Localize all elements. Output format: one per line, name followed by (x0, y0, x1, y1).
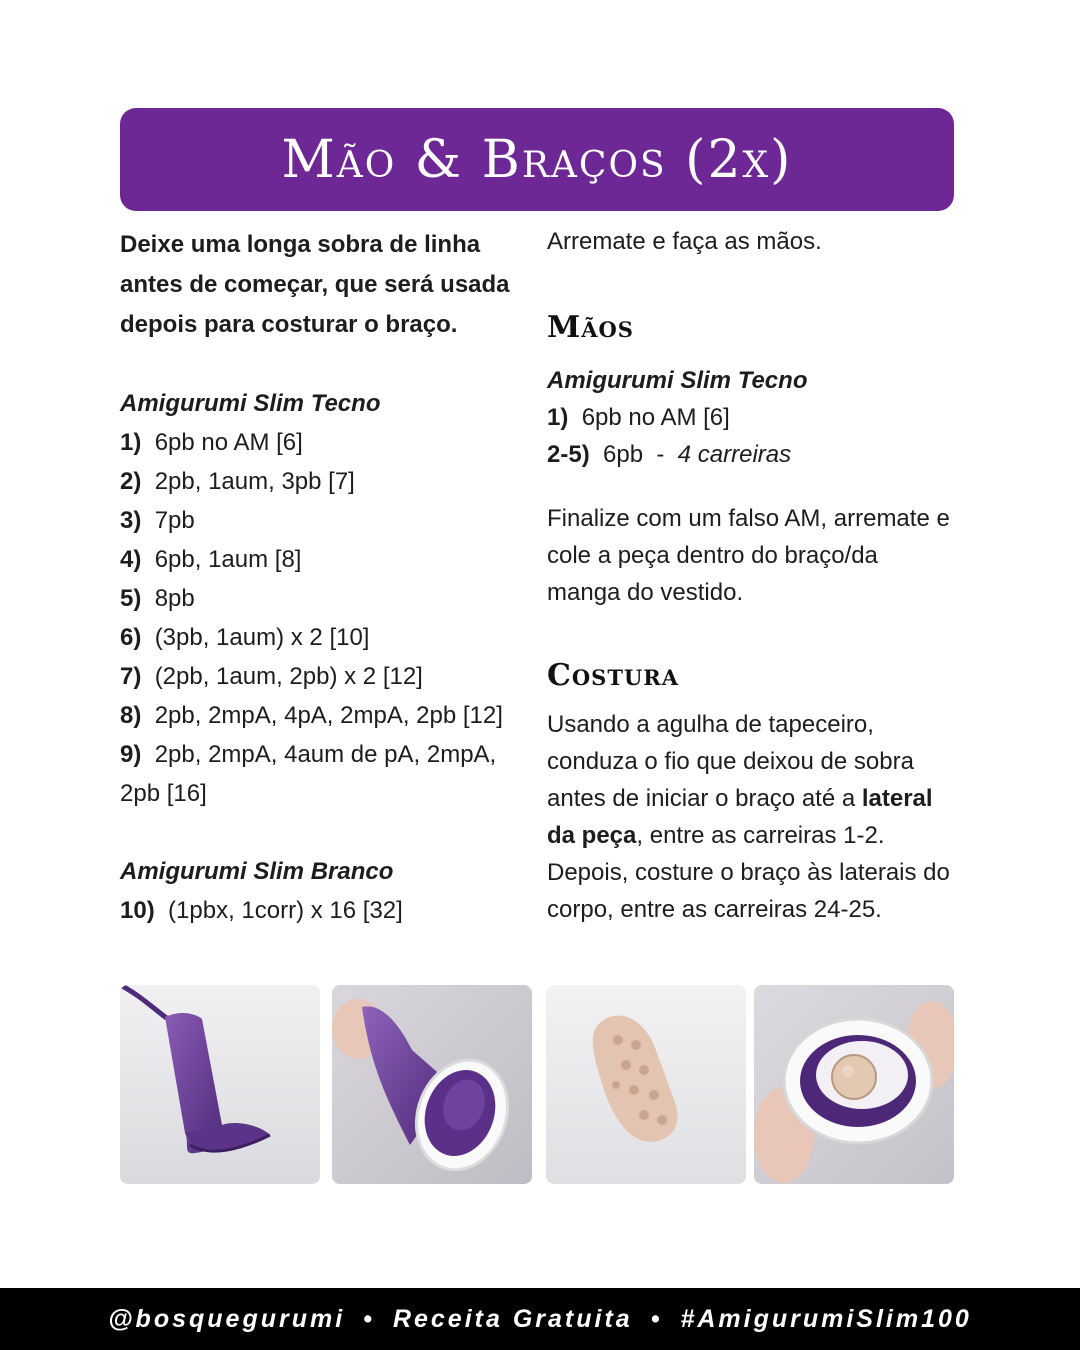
round-item (120, 891, 540, 930)
round-text: 2pb, 1aum, 3pb [7] (154, 468, 355, 495)
round-number: 8) (120, 702, 142, 729)
photo-strip (120, 985, 954, 1184)
costura-text-end: , entre as carreiras 1-2. Depois, costure o braço às laterais do corpo, entre as carreiras 24-25. (547, 822, 950, 923)
costura-text-bold: lateral da peça (547, 785, 933, 849)
crochet-arm-open-icon (332, 985, 532, 1184)
round-text: 2pb, 2mpA, 4pA, 2mpA, 2pb [12] (154, 702, 503, 729)
round-number: 1) (120, 429, 142, 456)
round-text: (2pb, 1aum, 2pb) x 2 [12] (154, 663, 423, 690)
section-title-maos: Mãos (547, 310, 634, 345)
section-title-costura: Costura (547, 658, 680, 693)
photo-arm-opening (332, 985, 532, 1184)
title-banner (120, 108, 954, 211)
footer-handle: @bosquegurumi (108, 1304, 346, 1333)
round-item (120, 540, 540, 579)
round-text: 7pb (154, 507, 195, 534)
round-number: 5) (120, 585, 142, 612)
round-number: 7) (120, 663, 142, 690)
spacer (120, 813, 540, 852)
right-column (547, 223, 957, 928)
round-number: 9) (120, 741, 142, 768)
spacer (547, 473, 957, 500)
footer-bar (0, 1288, 1080, 1350)
round-text: (1pbx, 1corr) x 16 [32] (168, 897, 403, 924)
round-item (120, 423, 540, 462)
round-item (120, 735, 540, 813)
round-item (120, 462, 540, 501)
footer-separator: • (363, 1304, 375, 1333)
round-item (120, 618, 540, 657)
footer-hashtag: #AmigurumiSlim100 (680, 1304, 972, 1333)
footer-middle: Receita Gratuita (392, 1304, 633, 1333)
round-item (547, 399, 957, 436)
round-number: 3) (120, 507, 142, 534)
round-text: 6pb (603, 441, 644, 468)
rounds-list-arm (120, 423, 540, 813)
round-text: 6pb, 1aum [8] (154, 546, 302, 573)
photo-hand-in-arm (754, 985, 954, 1184)
section-label-tecno: Amigurumi Slim Tecno (120, 390, 381, 417)
photo-arm-piece (120, 985, 320, 1184)
round-text: (3pb, 1aum) x 2 [10] (154, 624, 370, 651)
round-note: 4 carreiras (677, 441, 792, 468)
section-label-branco: Amigurumi Slim Branco (120, 858, 394, 885)
crochet-hand-in-arm-icon (754, 985, 954, 1184)
page-title: Mão & Braços (2x) (281, 129, 793, 190)
crochet-arm-icon (120, 985, 320, 1184)
round-number: 10) (120, 897, 155, 924)
finalize-text: Finalize com um falso AM, arremate e cole a peça dentro do braço/da manga do vestido. (547, 505, 950, 606)
footer-separator: • (650, 1304, 663, 1333)
round-number: 4) (120, 546, 142, 573)
round-item (120, 696, 540, 735)
round-item: 2-5) 6pb - 4 carreiras (547, 441, 792, 468)
round-number: 1) (547, 404, 569, 431)
round-item (120, 501, 540, 540)
costura-text-start: Usando a agulha de tapeceiro, conduza o fio que deixou de sobra antes de iniciar o braço até a (547, 711, 914, 812)
intro-text: Deixe uma longa sobra de linha antes de começar, que será usada depois para costurar o braço. (120, 231, 510, 338)
round-item (120, 657, 540, 696)
round-item (120, 579, 540, 618)
section-label-maos: Amigurumi Slim Tecno (547, 367, 808, 394)
round-text: 6pb no AM [6] (154, 429, 303, 456)
round-text: 2pb, 2mpA, 4aum de pA, 2mpA, 2pb [16] (120, 741, 497, 807)
finish-text: Arremate e faça as mãos. (547, 228, 822, 255)
round-number: 6) (120, 624, 142, 651)
photo-hand-piece (546, 985, 746, 1184)
crochet-hand-icon (546, 985, 746, 1184)
round-number: 2) (120, 468, 142, 495)
round-text: 6pb no AM [6] (581, 404, 730, 431)
round-number: 2-5) (547, 441, 590, 468)
spacer (120, 345, 540, 384)
left-column (120, 225, 540, 930)
round-text: 8pb (154, 585, 195, 612)
costura-text (547, 706, 957, 928)
